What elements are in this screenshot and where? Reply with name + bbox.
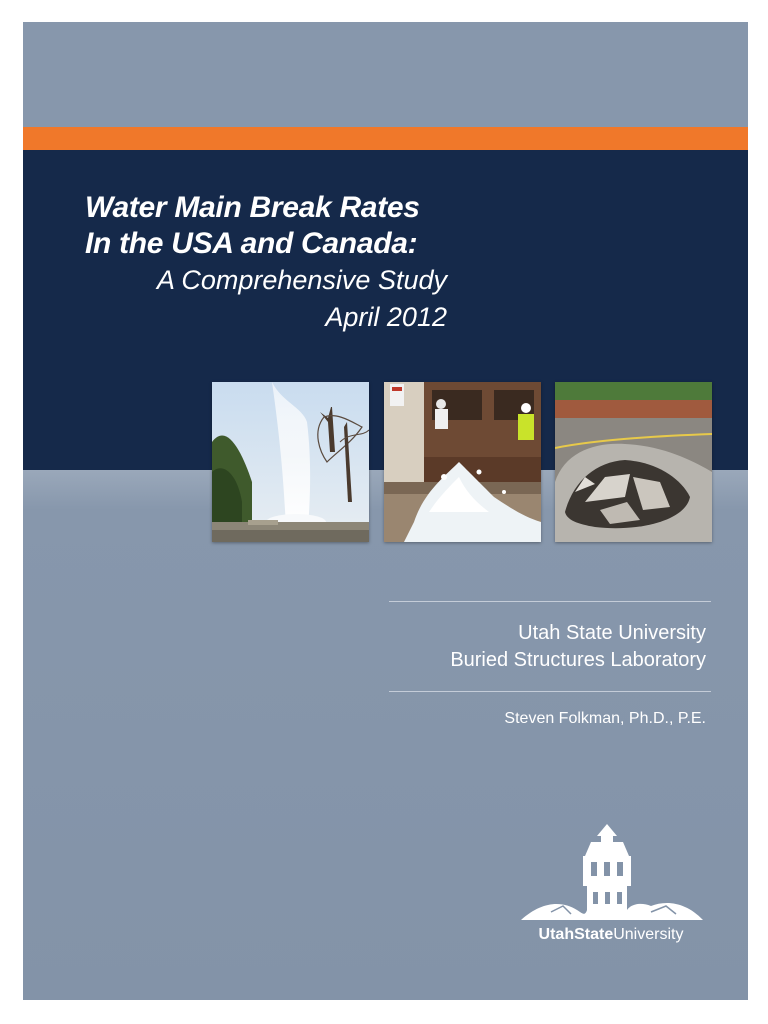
top-band	[23, 22, 748, 127]
laboratory-name: Buried Structures Laboratory	[450, 649, 706, 671]
water-geyser-photo	[212, 382, 369, 542]
report-cover	[23, 22, 748, 1000]
wordmark-bold: UtahState	[538, 926, 614, 943]
divider-top	[389, 601, 711, 602]
pavement-sinkhole-photo	[555, 382, 712, 542]
author: Steven Folkman, Ph.D., P.E.	[504, 710, 706, 727]
wordmark-regular: University	[613, 926, 684, 943]
street-flooding-photo	[384, 382, 541, 542]
university-logo	[511, 822, 711, 952]
title-line-1: Water Main Break Rates	[85, 191, 420, 224]
title-line-2: In the USA and Canada:	[85, 227, 418, 260]
university-wordmark	[511, 926, 711, 944]
subtitle: A Comprehensive Study	[156, 265, 447, 295]
divider-bottom	[389, 691, 711, 692]
orange-accent-bar	[23, 127, 748, 150]
institution-name: Utah State University	[518, 622, 706, 644]
old-main-tower-icon	[511, 822, 711, 926]
title-block	[85, 190, 447, 336]
publication-date: April 2012	[325, 302, 447, 332]
